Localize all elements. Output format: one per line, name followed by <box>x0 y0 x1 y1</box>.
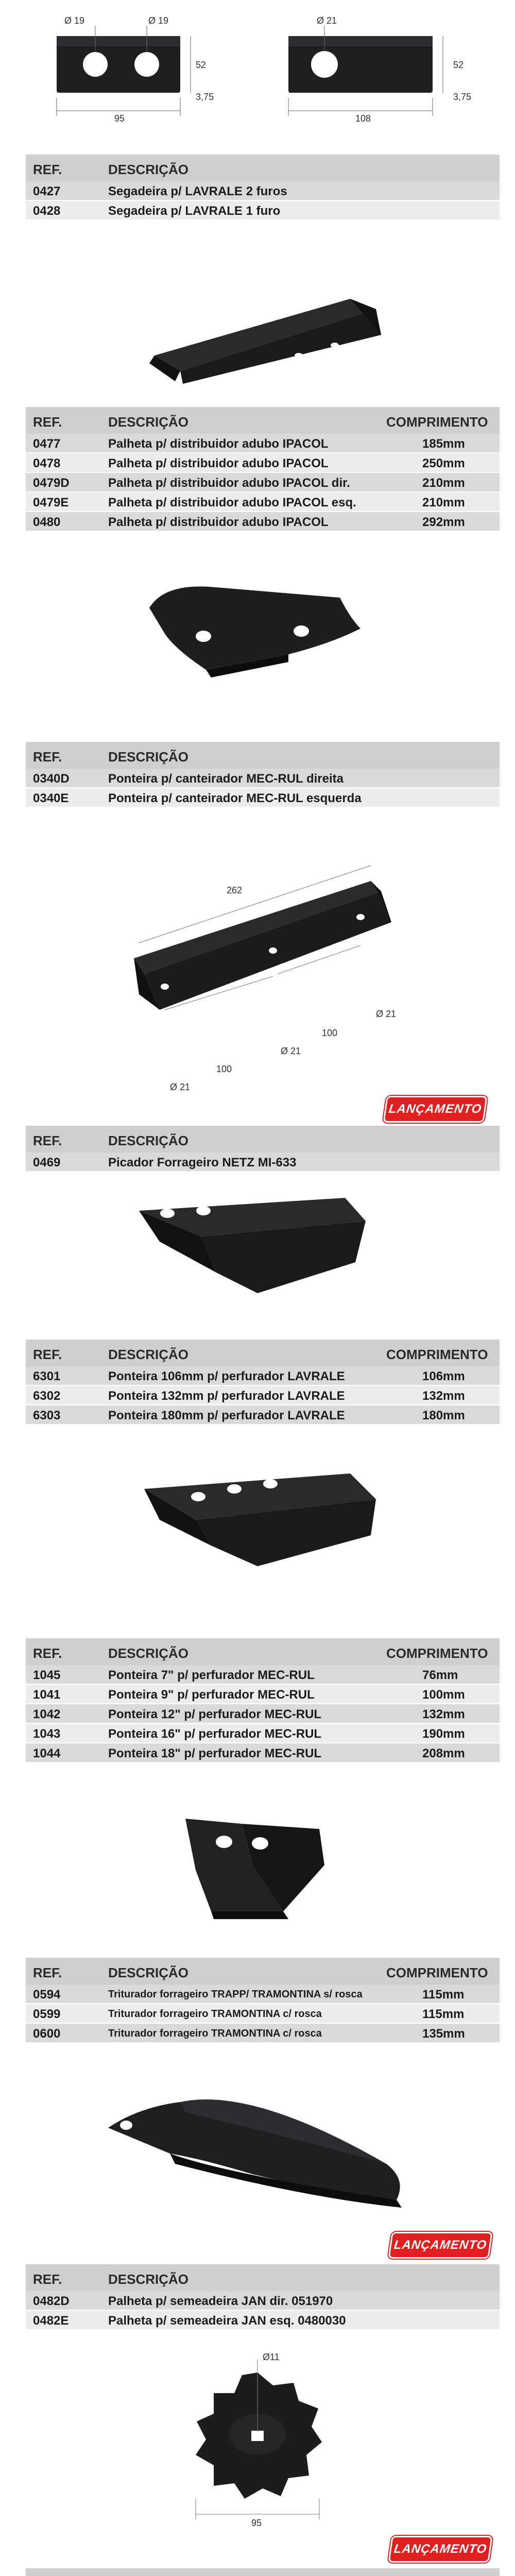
cell-desc: Triturador forrageiro TRAMONTINA c/ rosca <box>108 2008 322 2020</box>
table-palheta <box>26 407 500 532</box>
header-len: COMPRIMENTO <box>386 1347 488 1362</box>
dim-hole-c: Ø 21 <box>376 1009 397 1019</box>
table-palheta-jan <box>26 2264 500 2330</box>
cell-len: 115mm <box>422 1988 465 2002</box>
cell-desc: Picador Forrageiro NETZ MI-633 <box>108 1156 297 1170</box>
header-desc: DESCRIÇÃO <box>108 1133 189 1148</box>
cell-len: 292mm <box>422 515 465 529</box>
cell-len: 100mm <box>422 1688 465 1702</box>
table-picador <box>26 1126 500 1172</box>
cell-desc: Palheta p/ semeadeira JAN dir. 051970 <box>108 2294 333 2308</box>
header-desc: DESCRIÇÃO <box>108 1646 189 1661</box>
dim-height-right: 52 <box>453 60 464 70</box>
cell-desc: Palheta p/ semeadeira JAN esq. 0480030 <box>108 2314 346 2328</box>
table-disco <box>26 2568 500 2576</box>
cell-desc: Ponteira 16" p/ perfurador MEC-RUL <box>108 1727 322 1741</box>
header-ref: REF. <box>33 2272 62 2287</box>
table-row <box>26 1366 500 1386</box>
header-len: COMPRIMENTO <box>386 414 488 430</box>
cell-ref: 0480 <box>33 515 61 529</box>
table-lavrale <box>26 1340 500 1425</box>
cell-ref: 1042 <box>33 1707 61 1721</box>
table-row <box>26 769 500 788</box>
cell-desc: Triturador forrageiro TRAPP/ TRAMONTINA s/ rosca <box>108 1989 363 2000</box>
table-row <box>26 2291 500 2311</box>
launch-badge <box>385 1097 486 1121</box>
table-row <box>26 1724 500 1743</box>
cell-ref: 1043 <box>33 1727 61 1741</box>
cell-desc: Palheta p/ distribuidor adubo IPACOL dir. <box>108 476 350 490</box>
dim-spacing-b: 100 <box>322 1028 338 1038</box>
header-ref: REF. <box>33 414 62 430</box>
table-header <box>26 155 500 181</box>
cell-ref: 0482E <box>33 2314 69 2328</box>
header-ref: REF. <box>33 1646 62 1661</box>
header-ref: REF. <box>33 1347 62 1362</box>
dim-hole-right: Ø 21 <box>317 15 337 26</box>
table-row <box>26 434 500 453</box>
cell-len: 135mm <box>422 2027 465 2041</box>
cell-desc: Ponteira p/ canteirador MEC-RUL direita <box>108 772 344 786</box>
cell-ref: 0482D <box>33 2294 70 2308</box>
header-desc: DESCRIÇÃO <box>108 414 189 430</box>
cell-ref: 0427 <box>33 184 61 198</box>
cell-desc: Ponteira 18" p/ perfurador MEC-RUL <box>108 1747 322 1760</box>
cell-len: 208mm <box>422 1747 465 1760</box>
table-row <box>26 493 500 512</box>
cell-ref: 0478 <box>33 456 61 470</box>
table-row <box>26 201 500 221</box>
cell-ref: 0428 <box>33 204 61 218</box>
cell-ref: 0600 <box>33 2027 61 2041</box>
cell-ref: 1041 <box>33 1688 61 1702</box>
cell-desc: Palheta p/ distribuidor adubo IPACOL <box>108 515 329 529</box>
launch-badge <box>390 2233 491 2257</box>
cell-desc: Palheta p/ distribuidor adubo IPACOL esq. <box>108 496 356 510</box>
cell-len: 190mm <box>422 1727 465 1741</box>
dim-width-right: 108 <box>355 113 371 124</box>
table-row <box>26 1153 500 1172</box>
cell-len: 210mm <box>422 476 465 490</box>
table-row <box>26 2311 500 2330</box>
cell-ref: 0479D <box>33 476 70 490</box>
cell-desc: Palheta p/ distribuidor adubo IPACOL <box>108 437 329 451</box>
table-row <box>26 1685 500 1704</box>
cell-desc: Segadeira p/ LAVRALE 2 furos <box>108 184 287 198</box>
table-row <box>26 1704 500 1724</box>
cell-len: 106mm <box>422 1369 465 1383</box>
cell-desc: Ponteira 7" p/ perfurador MEC-RUL <box>108 1668 315 1682</box>
dim-thickness-left: 3,75 <box>196 92 214 102</box>
dim-hole-a-picador: Ø 21 <box>170 1082 191 1092</box>
cell-len: 132mm <box>422 1389 465 1403</box>
table-canteirador <box>26 742 500 808</box>
header-desc: DESCRIÇÃO <box>108 2272 189 2287</box>
dim-length-262: 262 <box>227 885 243 895</box>
cell-len: 180mm <box>422 1409 465 1422</box>
cell-len: 250mm <box>422 456 465 470</box>
dim-width-left: 95 <box>114 113 125 124</box>
table-row <box>26 473 500 493</box>
cell-desc: Ponteira p/ canteirador MEC-RUL esquerda <box>108 791 362 805</box>
table-mecrul <box>26 1638 500 1763</box>
cell-ref: 0340E <box>33 791 69 805</box>
header-desc: DESCRIÇÃO <box>108 1347 189 1362</box>
cell-ref: 1044 <box>33 1747 61 1760</box>
cell-ref: 6302 <box>33 1389 61 1403</box>
dim-hole-b: Ø 19 <box>148 15 169 26</box>
dim-hole-a: Ø 19 <box>64 15 85 26</box>
cell-ref: 0594 <box>33 1988 61 2002</box>
header-desc: DESCRIÇÃO <box>108 162 189 177</box>
cell-len: 76mm <box>422 1668 458 1682</box>
dim-height-left: 52 <box>196 60 207 70</box>
dim-hole-b-picador: Ø 21 <box>281 1046 301 1056</box>
badge-label: LANÇAMENTO <box>393 2238 488 2252</box>
cell-len: 132mm <box>422 1707 465 1721</box>
cell-ref: 0469 <box>33 1156 61 1170</box>
dim-diameter-disco: 95 <box>251 2518 262 2528</box>
header-desc: DESCRIÇÃO <box>108 1965 189 1980</box>
cell-ref: 6301 <box>33 1369 61 1383</box>
table-row <box>26 181 500 201</box>
cell-desc: Segadeira p/ LAVRALE 1 furo <box>108 204 281 218</box>
header-ref: REF. <box>33 749 62 765</box>
dim-spacing-a: 100 <box>216 1064 232 1074</box>
table-row <box>26 2004 500 2024</box>
table-row <box>26 1665 500 1685</box>
header-len: COMPRIMENTO <box>386 1646 488 1661</box>
cell-ref: 0479E <box>33 496 69 510</box>
table-row <box>26 1405 500 1425</box>
cell-len: 185mm <box>422 437 465 451</box>
header-len: COMPRIMENTO <box>386 1965 488 1980</box>
header-ref: REF. <box>33 162 62 177</box>
table-row <box>26 512 500 532</box>
header-ref: REF. <box>33 1133 62 1148</box>
cell-desc: Ponteira 180mm p/ perfurador LAVRALE <box>108 1409 345 1422</box>
launch-badge <box>390 2537 491 2561</box>
cell-desc: Palheta p/ distribuidor adubo IPACOL <box>108 456 329 470</box>
table-triturador <box>26 1958 500 2043</box>
cell-len: 210mm <box>422 496 465 510</box>
badge-label: LANÇAMENTO <box>388 1102 483 1116</box>
table-row <box>26 1743 500 1763</box>
table-row <box>26 2024 500 2043</box>
cell-ref: 0340D <box>33 772 70 786</box>
dim-thickness-right: 3,75 <box>453 92 472 102</box>
table-row <box>26 1985 500 2004</box>
header-ref: REF. <box>33 1965 62 1980</box>
cell-desc: Ponteira 9" p/ perfurador MEC-RUL <box>108 1688 315 1702</box>
header-desc: DESCRIÇÃO <box>108 749 189 765</box>
cell-desc: Ponteira 132mm p/ perfurador LAVRALE <box>108 1389 345 1403</box>
dim-hole-disco: Ø11 <box>263 2352 280 2362</box>
table-row <box>26 1386 500 1405</box>
table-segadeira <box>26 155 500 221</box>
table-row <box>26 453 500 473</box>
cell-desc: Ponteira 12" p/ perfurador MEC-RUL <box>108 1707 322 1721</box>
cell-ref: 1045 <box>33 1668 61 1682</box>
cell-ref: 6303 <box>33 1409 61 1422</box>
cell-ref: 0477 <box>33 437 61 451</box>
cell-len: 115mm <box>422 2007 465 2021</box>
cell-ref: 0599 <box>33 2007 61 2021</box>
table-row <box>26 788 500 808</box>
badge-label: LANÇAMENTO <box>393 2542 488 2556</box>
cell-desc: Triturador forrageiro TRAMONTINA c/ rosca <box>108 2028 322 2039</box>
cell-desc: Ponteira 106mm p/ perfurador LAVRALE <box>108 1369 345 1383</box>
